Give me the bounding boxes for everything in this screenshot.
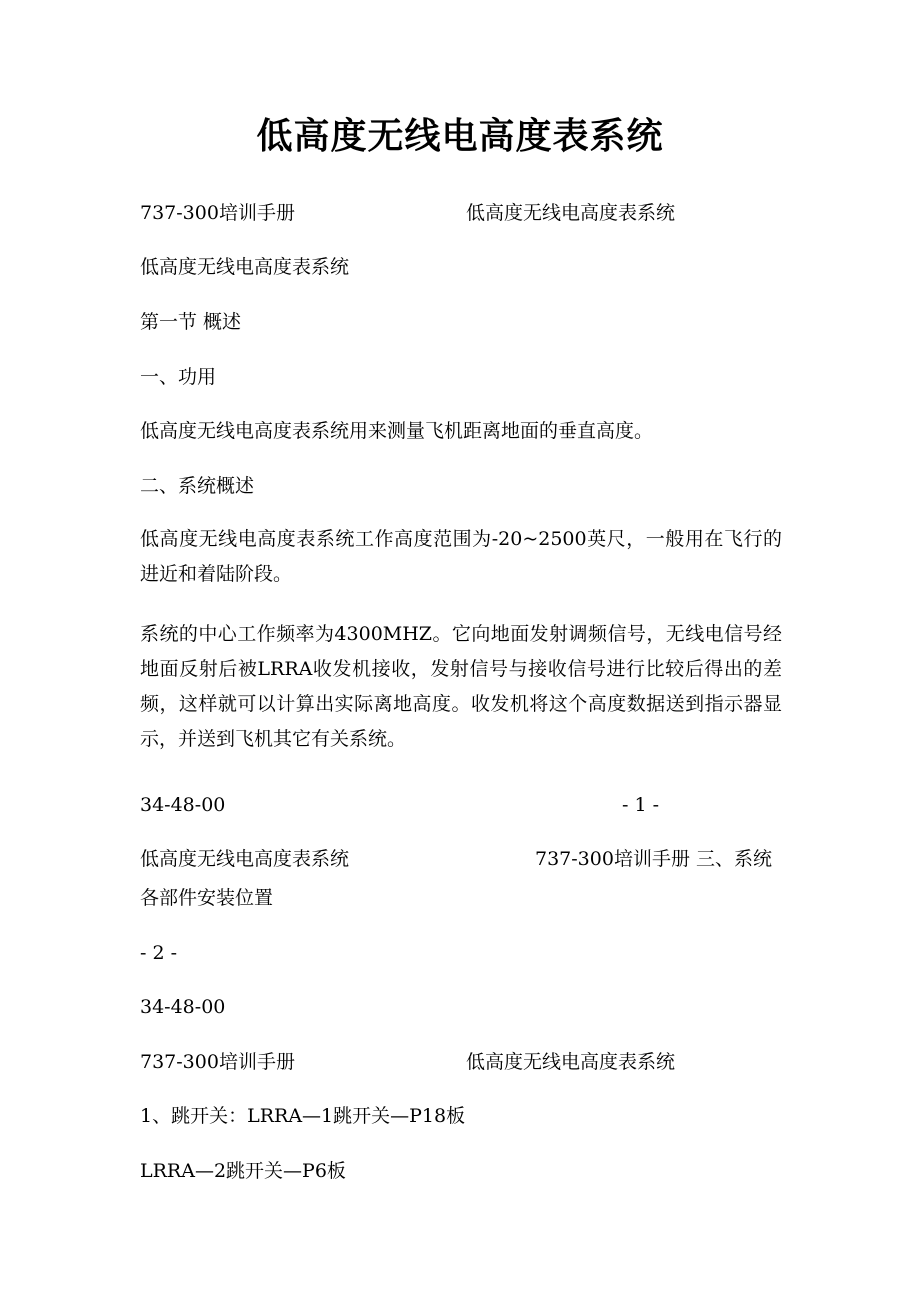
overview-heading: 二、系统概述 (140, 475, 255, 497)
function-text: 低高度无线电高度表系统用来测量飞机距离地面的垂直高度。 (140, 420, 654, 442)
page-number: - 1 - (622, 794, 660, 816)
function-heading: 一、功用 (140, 366, 217, 388)
footer-code-2: 34-48-00 (140, 996, 226, 1018)
section-title: 低高度无线电高度表系统 (140, 256, 350, 278)
header-right: 低高度无线电高度表系统 (466, 202, 676, 224)
header-left: 737-300培训手册 (140, 202, 295, 224)
overview-paragraph-2: 系统的中心工作频率为4300MHZ。它向地面发射调频信号，无线电信号经地面反射后被LRRA收发机接收，发射信号与接收信号进行比较后得出的差频，这样就可以计算出实际离地高度。收发机将这个高度数据送到指示器显示，并送到飞机其它有关系统。 (140, 623, 782, 750)
page-number-2: - 2 - (140, 942, 178, 964)
header-right-page2: 737-300培训手册 三、系统 (535, 848, 772, 870)
installation-heading-wrap: 各部件安装位置 (140, 887, 274, 909)
document-title: 低高度无线电高度表系统 (256, 115, 664, 157)
header-right-page3: 低高度无线电高度表系统 (466, 1051, 676, 1073)
header-left-page2: 低高度无线电高度表系统 (140, 848, 350, 870)
header-left-page3: 737-300培训手册 (140, 1051, 295, 1073)
circuit-breaker-2: LRRA—2跳开关—P6板 (140, 1160, 346, 1182)
circuit-breaker-1: 1、跳开关：LRRA—1跳开关—P18板 (140, 1105, 466, 1127)
chapter-heading: 第一节 概述 (140, 311, 242, 333)
footer-code: 34-48-00 (140, 794, 226, 816)
overview-paragraph-1: 低高度无线电高度表系统工作高度范围为-20~2500英尺，一般用在飞行的进近和着陆阶段。 (140, 528, 782, 585)
